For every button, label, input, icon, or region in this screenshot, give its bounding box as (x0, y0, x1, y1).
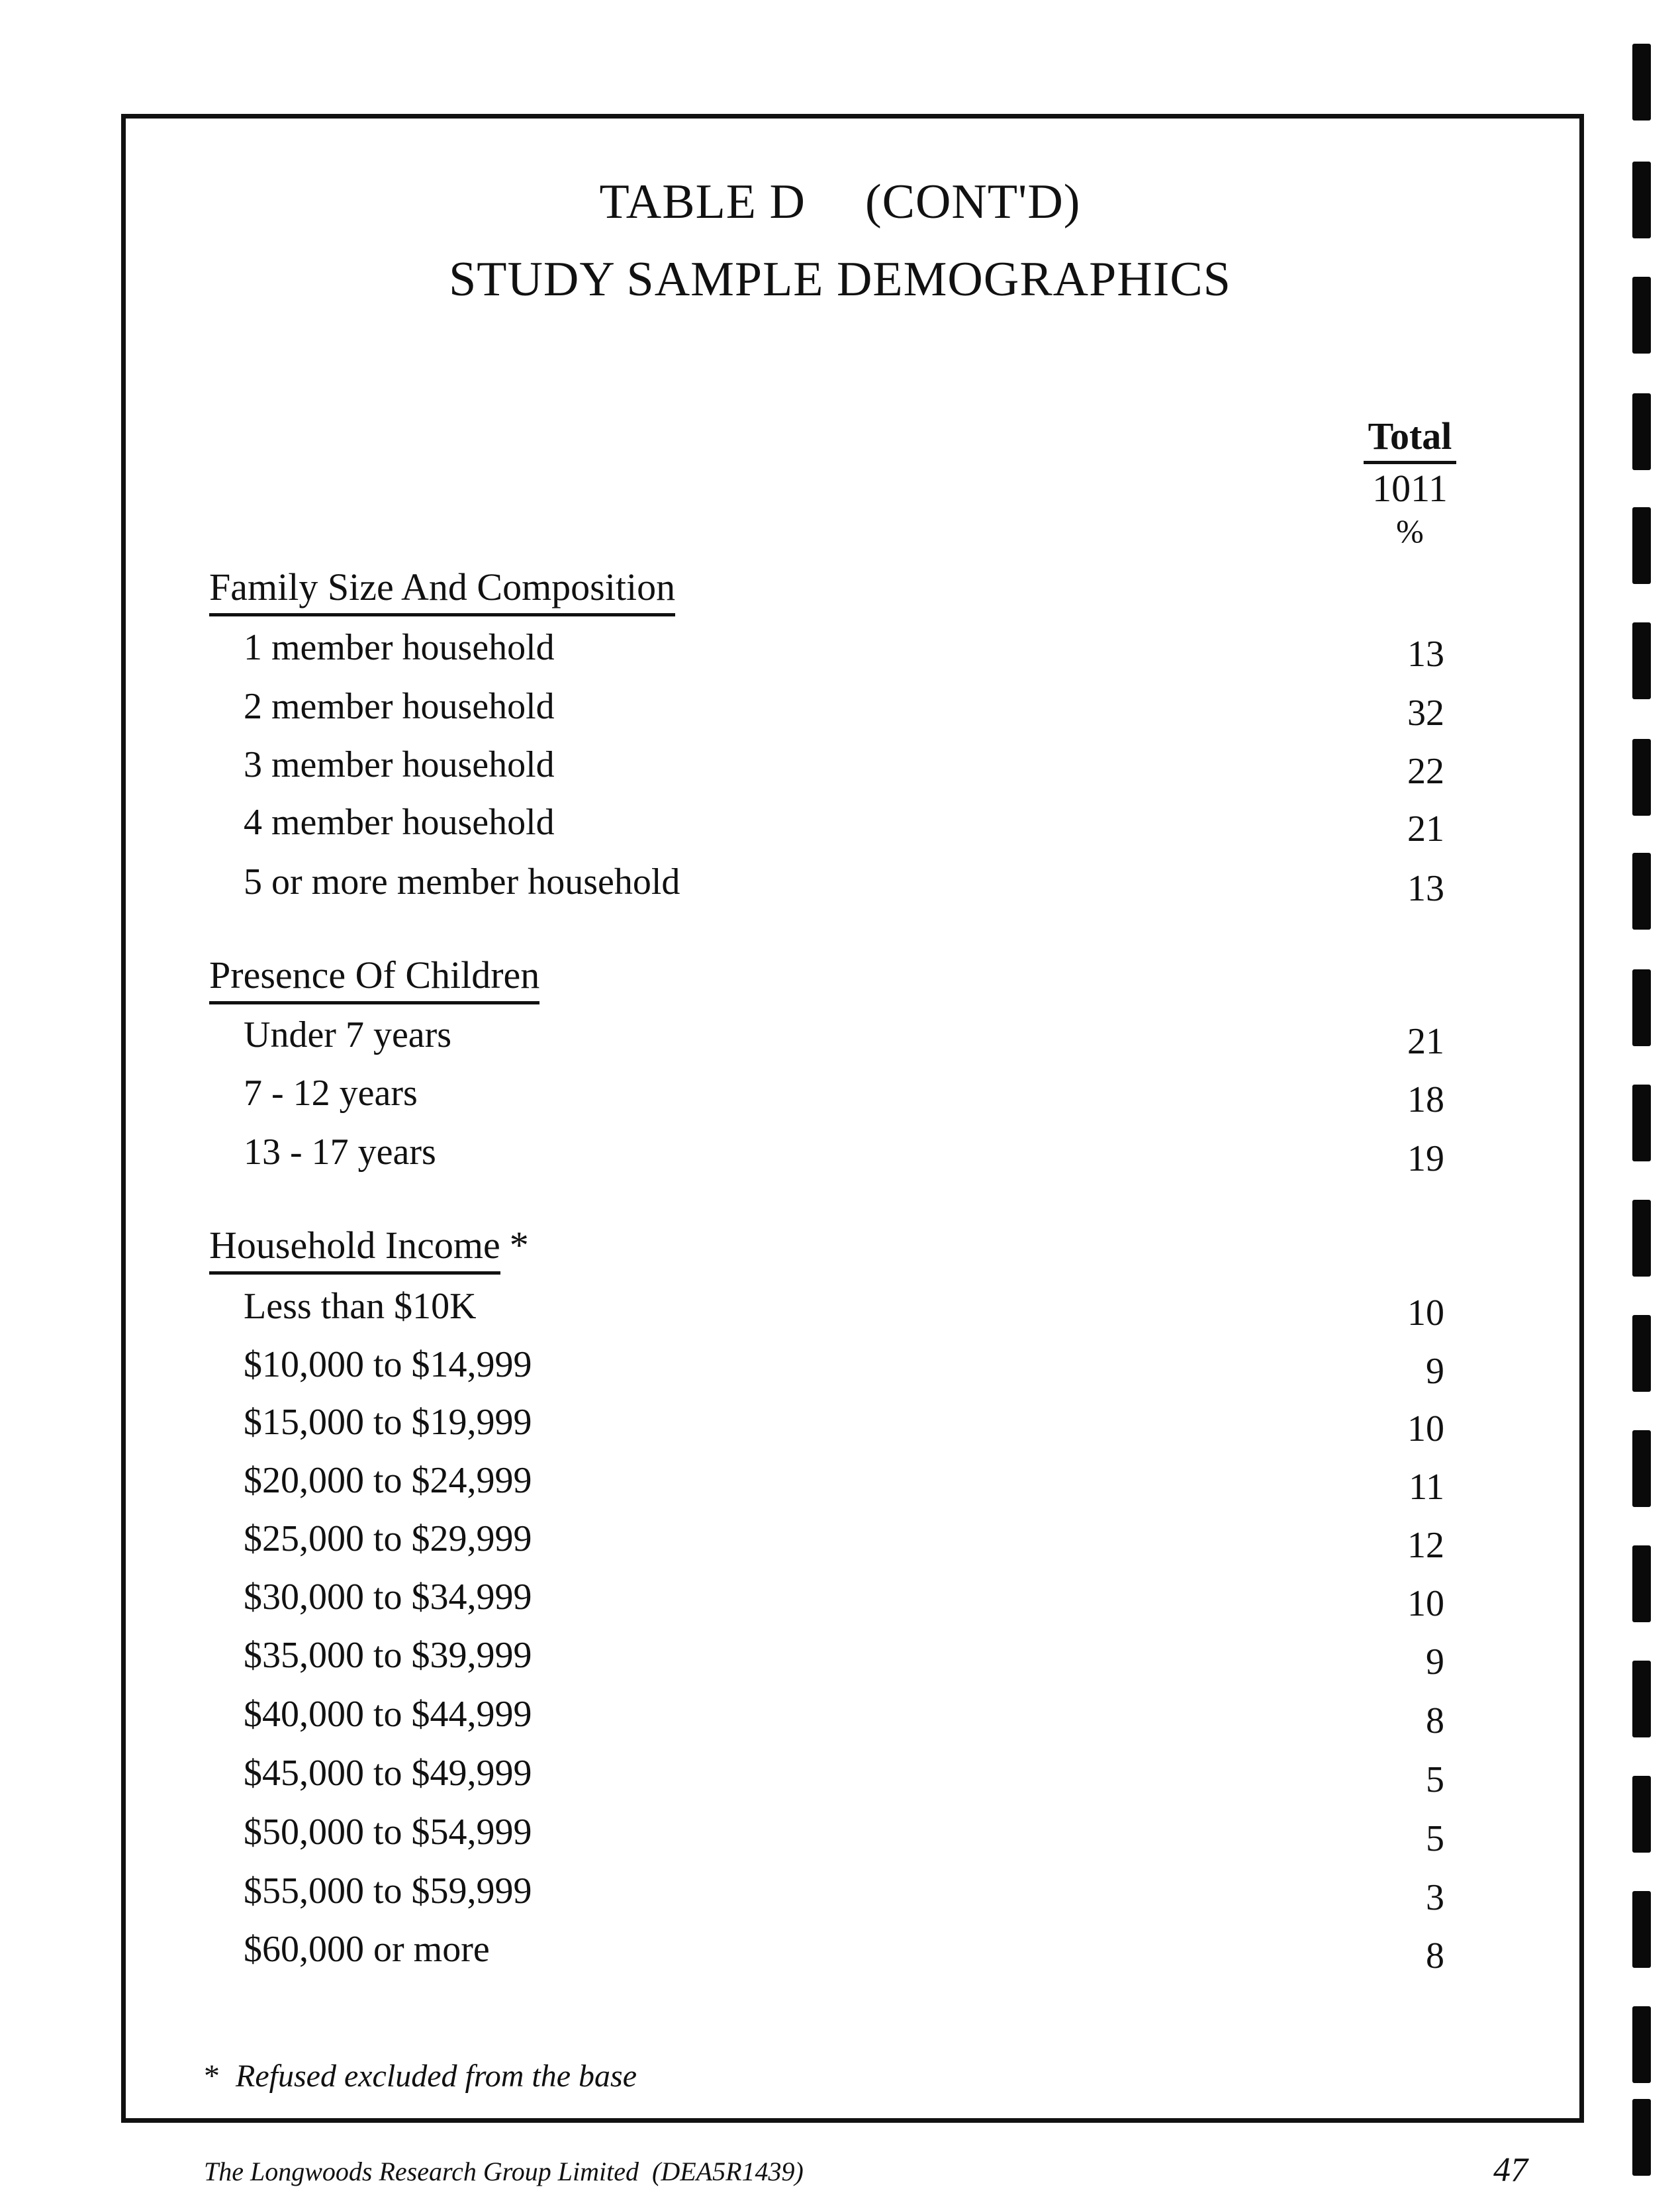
binding-hole (1632, 1891, 1651, 1968)
row-label: 4 member household (244, 802, 555, 843)
row-value: 32 (1407, 693, 1444, 734)
table-row (244, 1579, 1456, 1625)
row-label: $25,000 to $29,999 (244, 1518, 532, 1559)
column-base: 1011 (1372, 467, 1448, 510)
table-row (244, 746, 1456, 793)
table-row (244, 1462, 1456, 1508)
table-title (0, 175, 1680, 229)
row-value: 18 (1407, 1079, 1444, 1120)
row-value: 5 (1426, 1759, 1444, 1800)
table-row (244, 1404, 1456, 1450)
table-row (244, 804, 1456, 850)
binding-hole (1632, 1776, 1651, 1853)
binding-hole (1632, 1200, 1651, 1277)
binding-hole (1632, 162, 1651, 238)
row-label: Less than $10K (244, 1286, 477, 1327)
column-header (1364, 414, 1456, 550)
binding-hole (1632, 507, 1651, 584)
section-title-presence-of-children: Presence Of Children (209, 956, 539, 1004)
row-label: 2 member household (244, 686, 555, 727)
continued-label: (CONT'D) (864, 175, 1081, 229)
table-row (244, 1520, 1456, 1567)
table-row (244, 1931, 1456, 1977)
row-label: $45,000 to $49,999 (244, 1753, 532, 1794)
binding-holes (1632, 40, 1656, 2178)
footer-company: The Longwoods Research Group Limited (204, 2157, 639, 2186)
table-row (244, 1755, 1456, 1801)
row-label: $55,000 to $59,999 (244, 1871, 532, 1912)
table-row (244, 1346, 1456, 1392)
table-row (244, 1637, 1456, 1683)
table-row (244, 1696, 1456, 1742)
row-label: $15,000 to $19,999 (244, 1402, 532, 1443)
binding-hole (1632, 277, 1651, 354)
column-header-total: Total (1364, 417, 1456, 464)
row-value: 13 (1407, 868, 1444, 909)
row-label: $30,000 to $34,999 (244, 1577, 532, 1618)
row-label: 1 member household (244, 627, 555, 668)
row-value: 5 (1426, 1818, 1444, 1859)
row-value: 10 (1407, 1583, 1444, 1624)
row-value: 13 (1407, 634, 1444, 675)
table-row (244, 1134, 1456, 1180)
binding-hole (1632, 2099, 1651, 2176)
binding-hole (1632, 393, 1651, 470)
row-label: 13 - 17 years (244, 1132, 436, 1173)
row-label: 7 - 12 years (244, 1073, 418, 1114)
table-label: TABLE D (599, 175, 806, 229)
row-label: $35,000 to $39,999 (244, 1635, 532, 1676)
column-unit: % (1396, 512, 1424, 550)
table-row (244, 1075, 1456, 1121)
row-label: $50,000 to $54,999 (244, 1812, 532, 1853)
row-label: 3 member household (244, 744, 555, 785)
footnote-marker: * (509, 1224, 529, 1267)
row-value: 3 (1426, 1877, 1444, 1918)
row-value: 10 (1407, 1292, 1444, 1334)
table-row (244, 688, 1456, 734)
section-title-family-size: Family Size And Composition (209, 568, 675, 616)
row-label: $60,000 or more (244, 1929, 490, 1970)
table-row (244, 1288, 1456, 1334)
binding-hole (1632, 739, 1651, 816)
table-row (244, 863, 1456, 910)
row-label: $20,000 to $24,999 (244, 1460, 532, 1501)
table-row (244, 629, 1456, 675)
footnote (204, 2061, 637, 2092)
binding-hole (1632, 969, 1651, 1046)
row-label: $40,000 to $44,999 (244, 1694, 532, 1735)
binding-hole (1632, 44, 1651, 121)
row-label: Under 7 years (244, 1014, 452, 1055)
table-row (244, 1016, 1456, 1063)
row-label: 5 or more member household (244, 861, 680, 902)
footer-code: (DEA5R1439) (652, 2157, 804, 2186)
row-value: 19 (1407, 1138, 1444, 1179)
binding-hole (1632, 1430, 1651, 1507)
row-value: 21 (1407, 808, 1444, 850)
page-number: 47 (1493, 2151, 1528, 2189)
row-value: 9 (1426, 1641, 1444, 1682)
row-value: 11 (1409, 1467, 1444, 1508)
row-value: 8 (1426, 1700, 1444, 1741)
row-value: 22 (1407, 751, 1444, 792)
row-value: 9 (1426, 1351, 1444, 1392)
binding-hole (1632, 853, 1651, 930)
binding-hole (1632, 1661, 1651, 1737)
binding-hole (1632, 1085, 1651, 1161)
row-value: 10 (1407, 1408, 1444, 1449)
binding-hole (1632, 622, 1651, 699)
row-label: $10,000 to $14,999 (244, 1344, 532, 1385)
table-row (244, 1814, 1456, 1860)
row-value: 12 (1407, 1525, 1444, 1566)
table-subtitle: STUDY SAMPLE DEMOGRAPHICS (449, 252, 1231, 307)
footnote-text: Refused excluded from the base (236, 2059, 637, 2094)
page-footer (204, 2159, 804, 2185)
footnote-star: * (204, 2059, 220, 2094)
row-value: 8 (1426, 1935, 1444, 1976)
binding-hole (1632, 1315, 1651, 1392)
binding-hole (1632, 2006, 1651, 2083)
section-title-household-income: Household Income * (209, 1226, 529, 1275)
table-row (244, 1873, 1456, 1919)
row-value: 21 (1407, 1021, 1444, 1062)
binding-hole (1632, 1545, 1651, 1622)
